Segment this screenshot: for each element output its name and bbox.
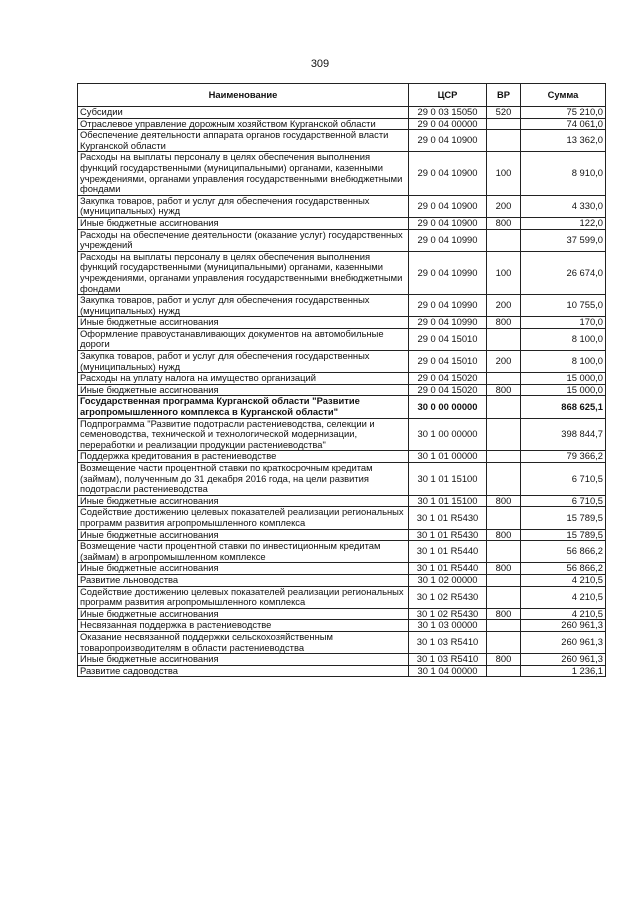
table-row xyxy=(78,586,606,608)
cell-csr: 30 1 00 00000 xyxy=(409,418,487,451)
table-row xyxy=(78,574,606,586)
table-row xyxy=(78,317,606,329)
table-row xyxy=(78,563,606,575)
page-number: 309 xyxy=(310,58,330,70)
cell-name: Иные бюджетные ассигнования xyxy=(78,608,409,620)
table-row xyxy=(78,295,606,317)
cell-sum: 75 210,0 xyxy=(521,107,606,119)
cell-csr: 30 1 03 00000 xyxy=(409,620,487,632)
cell-csr: 29 0 04 15010 xyxy=(409,328,487,350)
cell-sum: 8 100,0 xyxy=(521,351,606,373)
cell-vr: 800 xyxy=(487,654,521,666)
cell-name: Расходы на уплату налога на имущество организаций xyxy=(78,373,409,385)
cell-sum: 260 961,3 xyxy=(521,631,606,653)
cell-csr: 29 0 04 10990 xyxy=(409,251,487,294)
cell-name: Государственная программа Курганской области "Развитие агропромышленного комплекса в Курганской области" xyxy=(78,396,409,418)
cell-sum: 10 755,0 xyxy=(521,295,606,317)
cell-csr: 30 1 01 R5430 xyxy=(409,507,487,529)
cell-vr: 800 xyxy=(487,495,521,507)
cell-csr: 30 1 02 R5430 xyxy=(409,586,487,608)
cell-vr: 800 xyxy=(487,529,521,541)
table-row xyxy=(78,251,606,294)
cell-name: Поддержка кредитования в растениеводстве xyxy=(78,451,409,463)
table-row xyxy=(78,654,606,666)
cell-name: Развитие садоводства xyxy=(78,665,409,677)
table-row xyxy=(78,217,606,229)
cell-name: Развитие льноводства xyxy=(78,574,409,586)
cell-csr: 30 1 02 00000 xyxy=(409,574,487,586)
cell-vr xyxy=(487,586,521,608)
cell-sum: 79 366,2 xyxy=(521,451,606,463)
cell-sum: 1 236,1 xyxy=(521,665,606,677)
table-row xyxy=(78,130,606,152)
cell-vr xyxy=(487,418,521,451)
cell-vr: 100 xyxy=(487,152,521,195)
cell-csr: 29 0 04 10990 xyxy=(409,295,487,317)
cell-name: Субсидии xyxy=(78,107,409,119)
header-csr: ЦСР xyxy=(409,84,487,107)
table-row xyxy=(78,328,606,350)
cell-csr: 30 1 01 15100 xyxy=(409,463,487,496)
cell-name: Иные бюджетные ассигнования xyxy=(78,654,409,666)
cell-sum: 260 961,3 xyxy=(521,620,606,632)
cell-name: Подпрограмма "Развитие подотрасли растениеводства, селекции и семеноводства, технической и технологической модернизации, переработки и реализации продукции растениеводства" xyxy=(78,418,409,451)
header-sum: Сумма xyxy=(521,84,606,107)
cell-vr xyxy=(487,229,521,251)
cell-sum: 4 330,0 xyxy=(521,195,606,217)
cell-sum: 6 710,5 xyxy=(521,495,606,507)
cell-sum: 4 210,5 xyxy=(521,574,606,586)
cell-csr: 29 0 04 10990 xyxy=(409,317,487,329)
cell-sum: 8 100,0 xyxy=(521,328,606,350)
table-row xyxy=(78,463,606,496)
cell-csr: 29 0 04 00000 xyxy=(409,118,487,130)
table-row xyxy=(78,152,606,195)
cell-vr xyxy=(487,507,521,529)
table-row xyxy=(78,631,606,653)
table-row xyxy=(78,396,606,418)
cell-vr: 200 xyxy=(487,295,521,317)
cell-name: Закупка товаров, работ и услуг для обеспечения государственных (муниципальных) нужд xyxy=(78,351,409,373)
cell-vr xyxy=(487,130,521,152)
cell-sum: 26 674,0 xyxy=(521,251,606,294)
cell-sum: 56 866,2 xyxy=(521,563,606,575)
cell-csr: 30 1 03 R5410 xyxy=(409,631,487,653)
cell-vr xyxy=(487,541,521,563)
cell-vr xyxy=(487,463,521,496)
table-row xyxy=(78,541,606,563)
cell-csr: 29 0 04 15010 xyxy=(409,351,487,373)
header-vr: ВР xyxy=(487,84,521,107)
cell-sum: 56 866,2 xyxy=(521,541,606,563)
cell-csr: 30 1 03 R5410 xyxy=(409,654,487,666)
cell-name: Расходы на обеспечение деятельности (оказание услуг) государственных учреждений xyxy=(78,229,409,251)
table-row xyxy=(78,107,606,119)
cell-name: Закупка товаров, работ и услуг для обеспечения государственных (муниципальных) нужд xyxy=(78,295,409,317)
cell-csr: 29 0 04 15020 xyxy=(409,373,487,385)
table-row xyxy=(78,608,606,620)
table-row xyxy=(78,529,606,541)
cell-sum: 260 961,3 xyxy=(521,654,606,666)
cell-name: Обеспечение деятельности аппарата органов государственной власти Курганской области xyxy=(78,130,409,152)
cell-name: Содействие достижению целевых показателей реализации региональных программ развития агропромышленного комплекса xyxy=(78,586,409,608)
cell-name: Иные бюджетные ассигнования xyxy=(78,217,409,229)
cell-sum: 398 844,7 xyxy=(521,418,606,451)
header-name: Наименование xyxy=(78,84,409,107)
cell-sum: 170,0 xyxy=(521,317,606,329)
table-row xyxy=(78,118,606,130)
table-row xyxy=(78,620,606,632)
budget-table xyxy=(77,83,606,677)
cell-vr: 200 xyxy=(487,195,521,217)
cell-vr: 800 xyxy=(487,384,521,396)
cell-csr: 30 1 01 00000 xyxy=(409,451,487,463)
cell-vr: 800 xyxy=(487,217,521,229)
cell-name: Расходы на выплаты персоналу в целях обеспечения выполнения функций государственными (муниципальными) органами, казенными учреждениями, органами управления государственными внебюджетными фондами xyxy=(78,251,409,294)
cell-csr: 29 0 04 10900 xyxy=(409,195,487,217)
cell-csr: 29 0 04 10900 xyxy=(409,152,487,195)
cell-name: Отраслевое управление дорожным хозяйством Курганской области xyxy=(78,118,409,130)
cell-name: Содействие достижению целевых показателей реализации региональных программ развития агропромышленного комплекса xyxy=(78,507,409,529)
table-header-row xyxy=(78,84,606,107)
cell-name: Иные бюджетные ассигнования xyxy=(78,317,409,329)
cell-csr: 29 0 04 10900 xyxy=(409,130,487,152)
cell-csr: 30 1 02 R5430 xyxy=(409,608,487,620)
cell-vr: 800 xyxy=(487,317,521,329)
cell-csr: 29 0 03 15050 xyxy=(409,107,487,119)
cell-name: Закупка товаров, работ и услуг для обеспечения государственных (муниципальных) нужд xyxy=(78,195,409,217)
cell-sum: 15 000,0 xyxy=(521,373,606,385)
cell-sum: 868 625,1 xyxy=(521,396,606,418)
cell-name: Возмещение части процентной ставки по инвестиционным кредитам (займам) в агропромышленном комплексе xyxy=(78,541,409,563)
cell-csr: 29 0 04 10990 xyxy=(409,229,487,251)
cell-name: Иные бюджетные ассигнования xyxy=(78,563,409,575)
cell-name: Оказание несвязанной поддержки сельскохозяйственным товаропроизводителям в области растениеводства xyxy=(78,631,409,653)
cell-sum: 15 789,5 xyxy=(521,529,606,541)
cell-vr xyxy=(487,620,521,632)
cell-sum: 15 000,0 xyxy=(521,384,606,396)
table-row xyxy=(78,373,606,385)
table-row xyxy=(78,665,606,677)
cell-vr: 200 xyxy=(487,351,521,373)
cell-name: Расходы на выплаты персоналу в целях обеспечения выполнения функций государственными (муниципальными) органами, казенными учреждениями, органами управления государственными внебюджетными фондами xyxy=(78,152,409,195)
cell-sum: 6 710,5 xyxy=(521,463,606,496)
cell-sum: 74 061,0 xyxy=(521,118,606,130)
cell-sum: 4 210,5 xyxy=(521,586,606,608)
cell-sum: 37 599,0 xyxy=(521,229,606,251)
table-row xyxy=(78,418,606,451)
cell-vr xyxy=(487,373,521,385)
cell-vr: 520 xyxy=(487,107,521,119)
cell-csr: 30 1 01 15100 xyxy=(409,495,487,507)
cell-name: Иные бюджетные ассигнования xyxy=(78,384,409,396)
cell-sum: 8 910,0 xyxy=(521,152,606,195)
cell-vr xyxy=(487,328,521,350)
cell-name: Иные бюджетные ассигнования xyxy=(78,529,409,541)
table-row xyxy=(78,229,606,251)
cell-csr: 30 1 01 R5440 xyxy=(409,541,487,563)
cell-name: Возмещение части процентной ставки по краткосрочным кредитам (займам), полученным до 31 декабря 2016 года, на цели развития подотрасли растениеводства xyxy=(78,463,409,496)
cell-name: Оформление правоустанавливающих документов на автомобильные дороги xyxy=(78,328,409,350)
table-row xyxy=(78,495,606,507)
cell-csr: 30 1 01 R5430 xyxy=(409,529,487,541)
cell-sum: 13 362,0 xyxy=(521,130,606,152)
cell-vr xyxy=(487,451,521,463)
cell-csr: 30 1 04 00000 xyxy=(409,665,487,677)
table-row xyxy=(78,384,606,396)
cell-vr xyxy=(487,396,521,418)
cell-vr xyxy=(487,631,521,653)
table-row xyxy=(78,195,606,217)
cell-name: Иные бюджетные ассигнования xyxy=(78,495,409,507)
cell-sum: 122,0 xyxy=(521,217,606,229)
cell-vr: 800 xyxy=(487,563,521,575)
cell-csr: 29 0 04 15020 xyxy=(409,384,487,396)
cell-name: Несвязанная поддержка в растениеводстве xyxy=(78,620,409,632)
cell-sum: 15 789,5 xyxy=(521,507,606,529)
cell-sum: 4 210,5 xyxy=(521,608,606,620)
cell-vr xyxy=(487,574,521,586)
cell-vr xyxy=(487,118,521,130)
cell-vr xyxy=(487,665,521,677)
cell-vr: 100 xyxy=(487,251,521,294)
cell-csr: 30 0 00 00000 xyxy=(409,396,487,418)
table-row xyxy=(78,451,606,463)
cell-csr: 29 0 04 10900 xyxy=(409,217,487,229)
cell-vr: 800 xyxy=(487,608,521,620)
table-row xyxy=(78,507,606,529)
table-row xyxy=(78,351,606,373)
cell-csr: 30 1 01 R5440 xyxy=(409,563,487,575)
